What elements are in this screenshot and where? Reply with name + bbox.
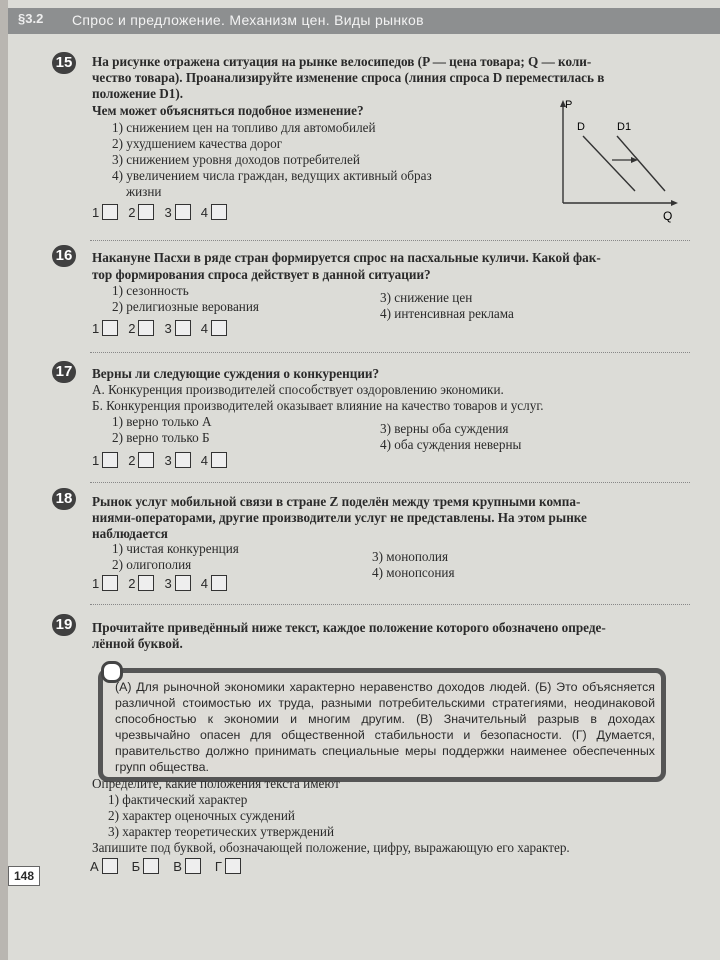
q19-answer-box-g[interactable] xyxy=(225,858,241,874)
question-15-number: 15 xyxy=(52,52,76,74)
divider xyxy=(90,240,690,241)
q15-option-1: 1) снижением цен на топливо для автомобилей xyxy=(112,120,376,135)
q15-option-4-cont: жизни xyxy=(126,184,162,199)
q15-option-4: 4) увеличением числа граждан, ведущих активный образ xyxy=(112,168,432,183)
q16-answer-boxes: 1 2 3 4 xyxy=(92,320,227,336)
p-label: P xyxy=(565,99,573,111)
d-label: D xyxy=(577,121,585,133)
q15-answer-box-2[interactable] xyxy=(138,204,154,220)
q19-answer-boxes: А Б В Г xyxy=(90,858,241,874)
q15-answer-box-1[interactable] xyxy=(102,204,118,220)
q16-text-line-1: Накануне Пасхи в ряде стран формируется спрос на пасхальные куличи. Какой фак- xyxy=(92,250,601,265)
question-17-number: 17 xyxy=(52,361,76,383)
q18-option-2: 2) олигополия xyxy=(112,557,192,572)
q19-instruction: Запишите под буквой, обозначающей положение, цифру, выражающую его характер. xyxy=(92,840,570,855)
q18-answer-box-1[interactable] xyxy=(102,575,118,591)
q17-option-3: 3) верны оба суждения xyxy=(380,421,509,436)
q15-text-line-3: положение D1). xyxy=(92,86,184,101)
question-18-number: 18 xyxy=(52,488,76,510)
q15-answer-box-3[interactable] xyxy=(175,204,191,220)
q17-statement-b: Б. Конкуренция производителей оказывает влияние на качество товаров и услуг. xyxy=(92,398,544,413)
q15-text-line-2: чество товара). Проанализируйте изменение спроса (линия спроса D переместилась в xyxy=(92,70,605,85)
q15-prompt: Чем может объясняться подобное изменение? xyxy=(92,103,364,118)
q19-option-3: 3) характер теоретических утверждений xyxy=(108,824,335,839)
q18-text-line-3: наблюдается xyxy=(92,526,168,541)
q17-answer-box-3[interactable] xyxy=(175,452,191,468)
q17-answer-boxes: 1 2 3 4 xyxy=(92,452,227,468)
q15-option-3: 3) снижением уровня доходов потребителей xyxy=(112,152,360,167)
q17-answer-box-1[interactable] xyxy=(102,452,118,468)
q-label: Q xyxy=(663,209,673,223)
q19-option-2: 2) характер оценочных суждений xyxy=(108,808,295,823)
q16-option-3: 3) снижение цен xyxy=(380,290,473,305)
q15-answer-box-4[interactable] xyxy=(211,204,227,220)
q18-text-line-2: ниями-операторами, другие производители услуг не представлены. На этом рынке xyxy=(92,510,587,525)
question-16-number: 16 xyxy=(52,245,76,267)
q17-option-2: 2) верно только Б xyxy=(112,430,210,445)
q17-answer-box-2[interactable] xyxy=(138,452,154,468)
q18-option-1: 1) чистая конкуренция xyxy=(112,541,239,556)
q16-option-2: 2) религиозные верования xyxy=(112,299,259,314)
q16-answer-box-4[interactable] xyxy=(211,320,227,336)
q18-answer-box-2[interactable] xyxy=(138,575,154,591)
source-text: (А) Для рыночной экономики характерно неравенство доходов людей. (Б) Это объясняется различной стоимостью их труда, разными потребительскими стратегиями, неодинаковой способностью к экономии и многим другим. (В) Значительный разрыв в доходах чрезвычайно опасен для общественной стабильности и безопасности. (Г) Думается, правительство должно принимать специальные меры поддержки наименее обеспеченных групп общества. xyxy=(115,680,655,774)
q17-option-4: 4) оба суждения неверны xyxy=(380,437,522,452)
q16-answer-box-3[interactable] xyxy=(175,320,191,336)
divider xyxy=(90,482,690,483)
demand-shift-graph xyxy=(555,98,685,223)
q19-answer-box-b[interactable] xyxy=(143,858,159,874)
q18-option-3: 3) монополия xyxy=(372,549,449,564)
q15-option-2: 2) ухудшением качества дорог xyxy=(112,136,283,151)
q16-answer-box-1[interactable] xyxy=(102,320,118,336)
section-number: §3.2 xyxy=(18,11,44,26)
q17-text-line-1: Верны ли следующие суждения о конкуренции? xyxy=(92,366,380,381)
divider xyxy=(90,352,690,353)
q19-determine: Определите, какие положения текста имеют xyxy=(92,776,340,791)
q16-text-line-2: тор формирования спроса действует в данной ситуации? xyxy=(92,267,431,282)
q17-answer-box-4[interactable] xyxy=(211,452,227,468)
q19-answer-box-a[interactable] xyxy=(102,858,118,874)
q19-text-line-1: Прочитайте приведённый ниже текст, каждое положение которого обозначено опреде- xyxy=(92,620,606,635)
demand-curve-d1 xyxy=(617,136,665,191)
q16-option-1: 1) сезонность xyxy=(112,283,189,298)
q19-option-1: 1) фактический характер xyxy=(108,792,248,807)
demand-curve-d xyxy=(583,136,635,191)
q18-text-line-1: Рынок услуг мобильной связи в стране Z поделён между тремя крупными компа- xyxy=(92,494,581,509)
divider xyxy=(90,604,690,605)
q19-text-line-2: лённой буквой. xyxy=(92,636,183,651)
q16-option-4: 4) интенсивная реклама xyxy=(380,306,514,321)
q18-answer-box-4[interactable] xyxy=(211,575,227,591)
section-title: Спрос и предложение. Механизм цен. Виды рынков xyxy=(72,12,424,28)
d1-label: D1 xyxy=(617,121,632,133)
q16-answer-box-2[interactable] xyxy=(138,320,154,336)
q15-text-line-1: На рисунке отражена ситуация на рынке велосипедов (P — цена товара; Q — коли- xyxy=(92,54,592,69)
q18-answer-boxes: 1 2 3 4 xyxy=(92,575,227,591)
question-19-number: 19 xyxy=(52,614,76,636)
q19-answer-box-v[interactable] xyxy=(185,858,201,874)
q15-answer-boxes: 1 2 3 4 xyxy=(92,204,227,220)
source-text-box xyxy=(98,668,666,782)
q18-answer-box-3[interactable] xyxy=(175,575,191,591)
page-number: 148 xyxy=(8,866,40,886)
q17-option-1: 1) верно только А xyxy=(112,414,212,429)
q18-option-4: 4) монопсония xyxy=(372,565,455,580)
q17-statement-a: А. Конкуренция производителей способствует оздоровлению экономики. xyxy=(92,382,504,397)
